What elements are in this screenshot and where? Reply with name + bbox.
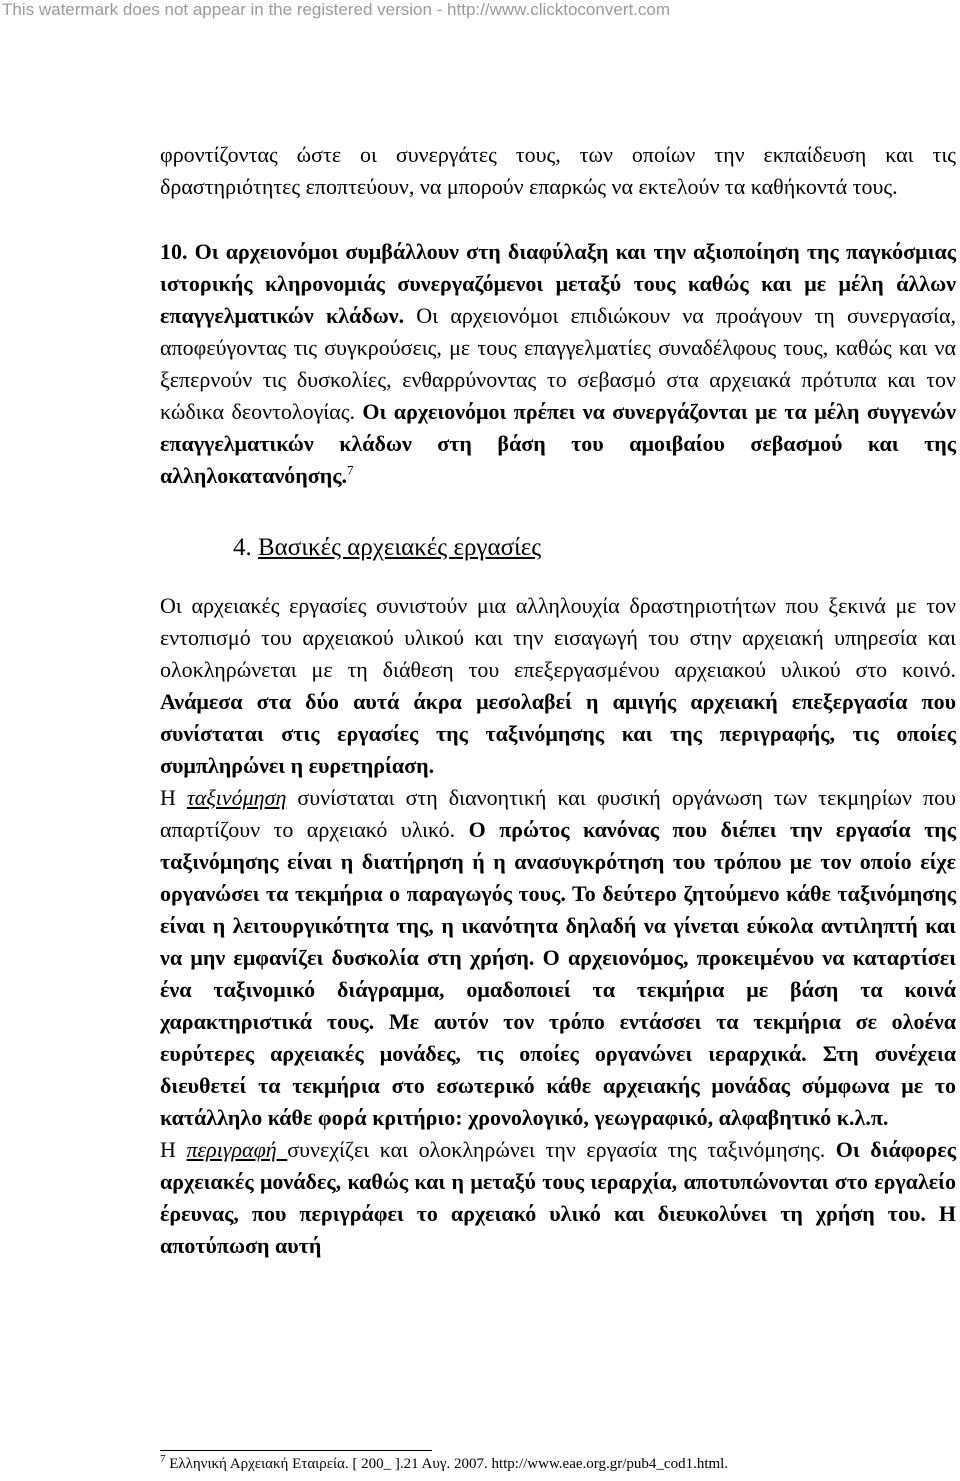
description-term: περιγραφή [186,1137,288,1162]
footnote-text: Ελληνική Αρχειακή Εταιρεία. [ 200_ ].21 Αυγ. 2007. http://www.eae.org.gr/pub4_cod1.html. [165,1456,729,1472]
item-10-normal-text: Οι αρχειονόμοι επιδιώκουν να προάγουν τη συνεργασία, αποφεύγοντας τις συγκρούσεις, με τους επαγγελματίες συναδέλφους τους, καθώς και να ξεπερνούν τις δυσκολίες, ενθαρρύνοντας το σεβασμό στα αρχειακά πρότυπα και τον κώδικα δεοντολογίας. [160,303,956,424]
watermark-link[interactable]: http://www.clicktoconvert.com [447,0,671,19]
document-page [160,139,956,1262]
description-normal-text: συνεχίζει και ολοκληρώνει την εργασία της ταξινόμησης. [287,1137,826,1162]
section-heading [233,532,956,564]
description-lead: Η [160,1137,187,1162]
paragraph-continuation: φροντίζοντας ώστε οι συνεργάτες τους, των οποίων την εκπαίδευση και τις δραστηριότητες εποπτεύουν, να μπορούν επαρκώς να εκτελούν τα καθήκοντά τους. [160,142,956,199]
paragraph-description [160,1134,956,1262]
footnote [160,1455,728,1473]
heading-spacer [160,564,956,590]
item-10-bold-text-2: Οι αρχειονόμοι πρέπει να συνεργάζονται με τα μέλη συγγενών επαγγελματικών κλάδων στη βάση του αμοιβαίου σεβασμού και της αλληλοκατανόησης. [160,399,957,488]
footnote-number: 7 [160,1453,166,1465]
section-heading-number: 4. [233,534,252,561]
classification-normal-text: συνίσταται στη διανοητική και φυσική οργάνωση των τεκμηρίων που απαρτίζουν το αρχειακό υλικό. [160,785,956,842]
watermark-banner [0,0,960,22]
classification-bold-text: Ο πρώτος κανόνας που διέπει την εργασία της ταξινόμησης είναι η διατήρηση ή η ανασυγκρότηση του τρόπου με τον οποίο είχε οργανώσει τα τεκμήρια ο παραγωγός τους. Το δεύτερο ζητούμενο κάθε ταξινόμησης είναι η λειτουργικότητα της, η ικανότητα δηλαδή να γίνεται εύκολα αντιληπτή και να μην εμφανίζει δυσκολία στη χρήση. Ο αρχειονόμος, προκειμένου να καταρτίσει ένα ταξινομικό διάγραμμα, ομαδοποιεί τα τεκμήρια με βάση τα κοινά χαρακτηριστικά τους. Με αυτόν τον τρόπο εντάσσει τα τεκμήρια σε ολοένα ευρύτερες αρχειακές μονάδες, τις οποίες οργανώνει ιεραρχικά. Στη συνέχεια διευθετεί τα τεκμήρια στο εσωτερικό κάθε αρχειακής μονάδας σύμφωνα με το κατάλληλο κάθε φορά κριτήριο: χρονολογικό, γεωγραφικό, αλφαβητικό κ.λ.π. [160,817,956,1130]
paragraph-spacer [160,203,956,236]
item-10-bold-text: 10. Οι αρχειονόμοι συμβάλλουν στη διαφύλαξη και την αξιοποίηση της παγκόσμιας ιστορικής κληρονομιάς συνεργαζόμενοι μεταξύ τους καθώς και με μέλη άλλων επαγγελματικών κλάδων. [160,239,956,328]
archival-tasks-bold-text: Ανάμεσα στα δύο αυτά άκρα μεσολαβεί η αμιγής αρχειακή επεξεργασία που συνίσταται στις εργασίες της ταξινόμησης και της περιγραφής, τις οποίες συμπληρώνει η ευρετηρίαση. [160,689,956,778]
paragraph-item-10 [160,236,956,492]
classification-lead: Η [160,785,187,810]
section-heading-title: Βασικές αρχειακές εργασίες [258,534,542,561]
archival-tasks-normal-text: Οι αρχειακές εργασίες συνιστούν μια αλληλουχία δραστηριοτήτων που ξεκινά με τον εντοπισμό του αρχειακού υλικού και την εισαγωγή του στην αρχειακή υπηρεσία και ολοκληρώνεται με τη διάθεση του επεξεργασμένου αρχειακού υλικού στο κοινό. [160,593,956,682]
footnote-divider [160,1450,432,1451]
watermark-text: This watermark does not appear in the registered version - [2,0,448,19]
description-bold-text: Οι διάφορες αρχειακές μονάδες, καθώς και η μεταξύ τους ιεραρχία, αποτυπώνονται στο εργαλείο έρευνας, που περιγράφει το αρχειακό υλικό και διευκολύνει τη χρήση του. Η αποτύπωση αυτή [160,1137,957,1258]
classification-term: ταξινόμηση [186,785,287,810]
footnote-ref: 7 [347,462,354,478]
paragraph-archival-tasks [160,590,956,782]
paragraph-classification [160,782,956,1134]
